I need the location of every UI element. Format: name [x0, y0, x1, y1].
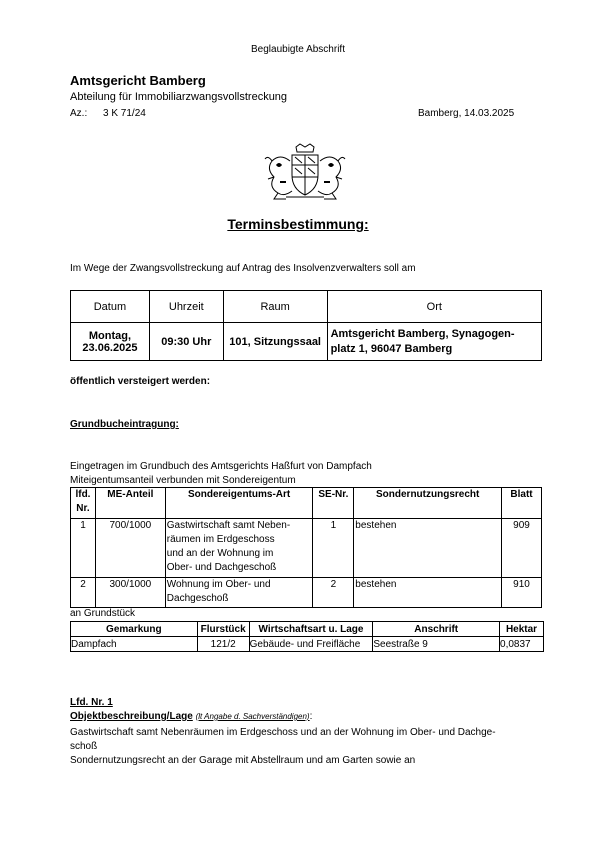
lfd-nr-heading: Lfd. Nr. 1	[70, 697, 113, 708]
object-description-heading: Objektbeschreibung/Lage (lt Angabe d. Sachverständigen):	[70, 711, 313, 722]
grundbuch-line-2: Miteigentumsanteil verbunden mit Sondereigentum	[70, 475, 296, 486]
header-gemarkung: Gemarkung	[71, 622, 198, 637]
court-name: Amtsgericht Bamberg	[70, 73, 206, 88]
land-register-table	[70, 487, 542, 608]
auction-statement: öffentlich versteigert werden:	[70, 376, 211, 387]
appointment-table	[70, 290, 542, 361]
az-value: 3 K 71/24	[103, 108, 146, 119]
header-wirtschaftsart: Wirtschaftsart u. Lage	[249, 622, 373, 637]
table-row: 2 300/1000 Wohnung im Ober- und Dachgeschoß 2 bestehen 910	[71, 578, 542, 608]
bavarian-coat-of-arms-icon	[262, 143, 348, 201]
header-se-nr: SE-Nr.	[313, 488, 354, 519]
appointment-time: 09:30 Uhr	[149, 323, 223, 361]
grundbuch-heading: Grundbucheintragung:	[70, 419, 179, 430]
intro-text: Im Wege der Zwangsvollstreckung auf Antrag des Insolvenzverwalters soll am	[70, 263, 416, 274]
appointment-place: Amtsgericht Bamberg, Synagogen- platz 1, 96047 Bamberg	[327, 323, 541, 361]
table-row: 1 700/1000 Gastwirtschaft samt Neben- räumen im Erdgeschoss und an der Wohnung im Ober- und Dachgeschoß 1 bestehen 909	[71, 519, 542, 578]
az-label: Az.:	[70, 108, 88, 119]
header-blatt: Blatt	[502, 488, 542, 519]
header-me-share: ME-Anteil	[95, 488, 165, 519]
place-date: Bamberg, 14.03.2025	[418, 108, 515, 119]
description-note: (lt Angabe d. Sachverständigen)	[195, 712, 310, 721]
header-place: Ort	[327, 291, 541, 323]
table-row: Dampfach 121/2 Gebäude- und Freifläche Seestraße 9 0,0837	[71, 637, 544, 652]
page-title: Terminsbestimmung:	[227, 216, 369, 232]
grundbuch-line-1: Eingetragen im Grundbuch des Amtsgerichts Haßfurt von Dampfach	[70, 461, 372, 472]
certification-label: Beglaubigte Abschrift	[251, 44, 345, 55]
appointment-room: 101, Sitzungssaal	[223, 323, 327, 361]
object-description-text: Gastwirtschaft samt Nebenräumen im Erdgeschoss und an der Wohnung im Ober- und Dachge- schoß Sondernutzungsrecht an der Garage mit Abstellraum und am Garten sowie an	[70, 727, 496, 766]
parcel-table	[70, 621, 544, 652]
header-usage-right: Sondernutzungsrecht	[354, 488, 502, 519]
appointment-date: Montag, 23.06.2025	[71, 323, 150, 361]
court-department: Abteilung für Immobiliarzwangsvollstreckung	[70, 91, 288, 103]
header-hektar: Hektar	[500, 622, 544, 637]
header-time: Uhrzeit	[149, 291, 223, 323]
header-room: Raum	[223, 291, 327, 323]
header-date: Datum	[71, 291, 150, 323]
header-anschrift: Anschrift	[373, 622, 500, 637]
plot-label: an Grundstück	[70, 608, 136, 619]
header-lfd: lfd. Nr.	[71, 488, 96, 519]
header-se-type: Sondereigentums-Art	[165, 488, 313, 519]
header-flurstueck: Flurstück	[197, 622, 249, 637]
